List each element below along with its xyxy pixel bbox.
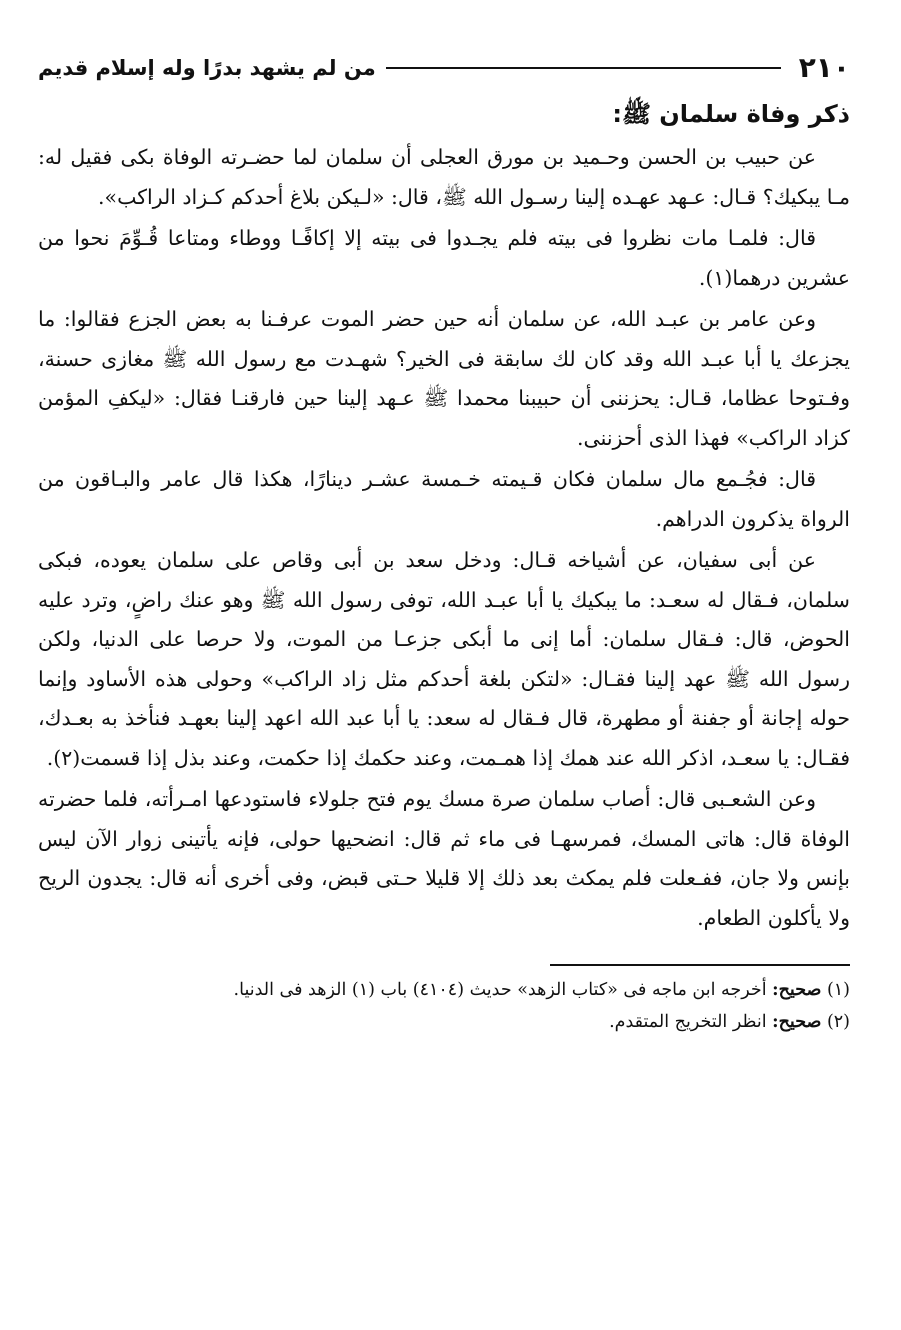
running-title: من لم يشهد بدرًا وله إسلام قديم bbox=[38, 56, 376, 80]
footnote-text: انظر التخريج المتقدم. bbox=[609, 1012, 767, 1032]
paragraph: وعن الشعـبى قال: أصاب سلمان صرة مسك يوم فتح جلولاء فاستودعها امـرأته، فلما حضرته الوفاة قال: هاتى المسك، فمرسهـا فى ماء ثم قال: انضحيها حولى، فإنه يأتينى زوار الآن ليس بإنس ولا جان، ففـعلت فلم يمكث بعد ذلك إلا قليلا حـتى قبض، وفى أخرى أنه قال: يجدون الريح ولا يأكلون الطعام. bbox=[38, 787, 850, 930]
header-rule bbox=[386, 67, 781, 69]
paragraph: وعن عامر بن عبـد الله، عن سلمان أنه حين حضر الموت عرفـنا به بعض الجزع فقالوا: ما يجزعك يا أبا عبـد الله وقد كان لك سابقة فى الخير؟ شهـدت مع رسول الله ﷺ مغازى حسنة، وفـتوحا عظاما، قـال: يحزننى أن حبيبنا محمدا ﷺ عـهد إلينا حين فارقنـا فقال: «ليكفِ المؤمن كزاد الراكب» فهذا الذى أحزننى. bbox=[38, 307, 850, 450]
footnote bbox=[38, 1006, 850, 1038]
running-header bbox=[38, 48, 850, 88]
footnote-grade: صحيح: bbox=[772, 1012, 822, 1032]
footnote bbox=[38, 974, 850, 1006]
book-page bbox=[38, 48, 850, 1288]
page-number: ٢١٠ bbox=[798, 51, 850, 84]
footnote-text: أخرجه ابن ماجه فى «كتاب الزهد» حديث (٤١٠٤) باب (١) الزهد فى الدنيا. bbox=[233, 980, 767, 1000]
paragraph: قال: فجُـمع مال سلمان فكان قـيمته خـمسة عشـر دينارًا، هكذا قال عامر والبـاقون من الرواة يذكرون الدراهم. bbox=[38, 467, 850, 531]
footnotes bbox=[38, 974, 850, 1038]
footnote-grade: صحيح: bbox=[772, 980, 822, 1000]
body-text bbox=[38, 138, 850, 938]
section-heading: ذكر وفاة سلمان ﷺ: bbox=[612, 100, 850, 128]
footnote-marker: (٢) bbox=[826, 1012, 850, 1032]
paragraph: قال: فلمـا مات نظروا فى بيته فلم يجـدوا فى بيته إلا إكافًـا ووطاء ومتاعا قُـوِّمَ نحوا من عشرين درهما(١). bbox=[38, 226, 850, 290]
paragraph: عن أبى سفيان، عن أشياخه قـال: ودخل سعد بن أبى وقاص على سلمان يعوده، فبكى سلمان، فـقال له سعـد: ما يبكيك يا أبا عبـد الله، توفى رسول الله ﷺ وهو عنك راضٍ، وترد عليه الحوض، قال: فـقال سلمان: أما إنى ما أبكى جزعـا من الموت، ولا حرصا على الدنيا، ولكن رسول الله ﷺ عهد إلينا فقـال: «لتكن بلغة أحدكم مثل زاد الراكب» وحولى هذه الأساود وإنما حوله إجانة أو جفنة أو مطهرة، قال فـقال له سعد: يا أبا عبد الله اعهد إلينا بعهـد فنأخذ به بعـدك، فقـال: يا سعـد، اذكر الله عند همك إذا همـمت، وعند حكمك إذا حكمت، وعند بذل إذا قسمت(٢). bbox=[38, 548, 850, 770]
paragraph: عن حبيب بن الحسن وحـميد بن مورق العجلى أن سلمان لما حضـرته الوفاة بكى فقيل له: مـا يبكيك؟ قـال: عـهد عهـده إلينا رسـول الله ﷺ، قال: «لـيكن بلاغ أحدكم كـزاد الراكب». bbox=[38, 145, 850, 209]
footnote-marker: (١) bbox=[826, 980, 850, 1000]
footnote-separator bbox=[550, 964, 850, 966]
